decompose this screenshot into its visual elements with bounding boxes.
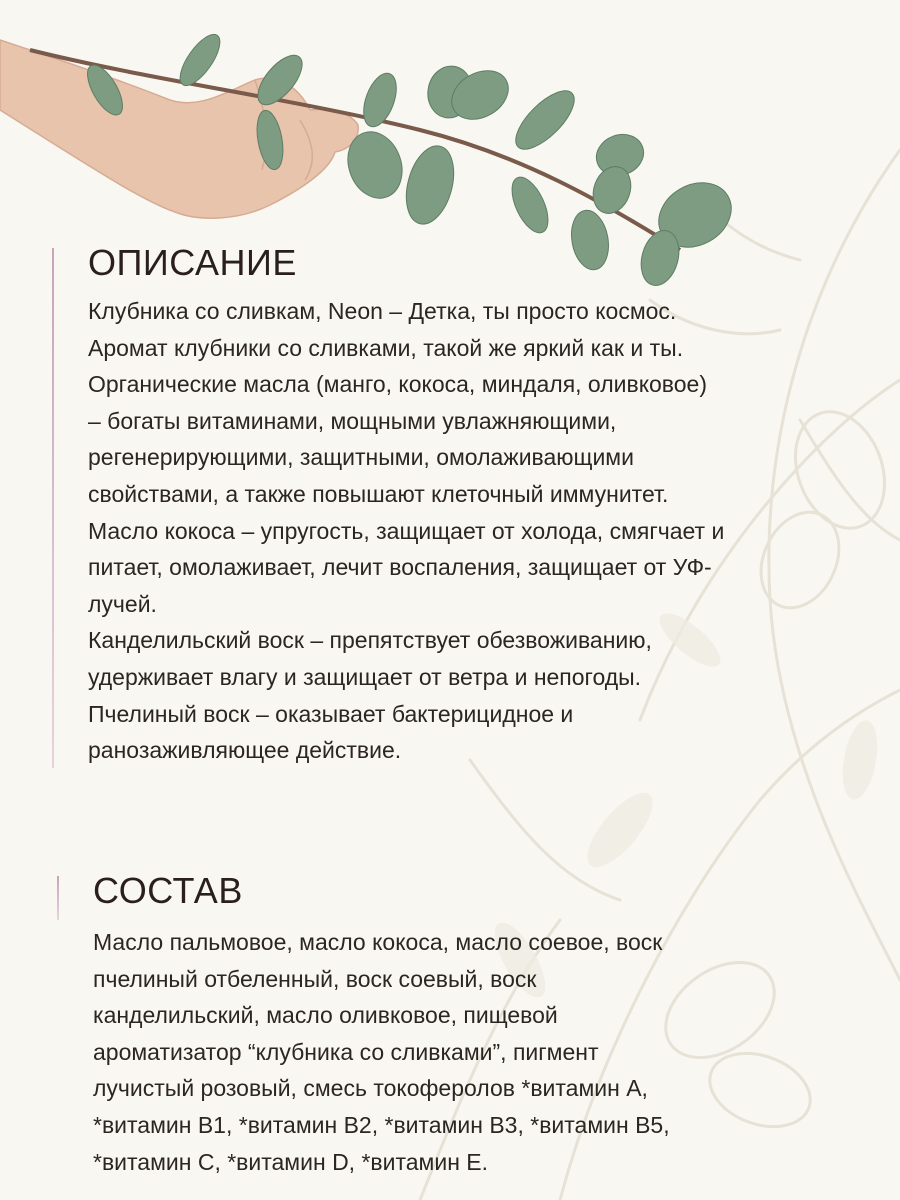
description-line: Канделильский воск – препятствует обезвоживанию, bbox=[88, 627, 652, 654]
description-line: Масло кокоса – упругость, защищает от холода, смягчает и bbox=[88, 517, 725, 544]
description-line: свойствами, а также повышают клеточный иммунитет. bbox=[88, 480, 669, 507]
composition-line: *витамин B1, *витамин B2, *витамин B3, *витамин B5, bbox=[93, 1111, 670, 1138]
composition-line: канделильский, масло оливковое, пищевой bbox=[93, 1002, 558, 1029]
description-line: Клубника со сливкам, Neon – Детка, ты просто космос. bbox=[88, 298, 677, 324]
composition-line: лучистый розовый, смесь токоферолов *витамин А, bbox=[93, 1075, 648, 1102]
description-line: лучей. bbox=[88, 590, 157, 617]
composition-line: *витамин С, *витамин D, *витамин Е. bbox=[93, 1148, 489, 1175]
description-line: Пчелиный воск – оказывает бактерицидное и bbox=[88, 700, 574, 727]
description-line: – богаты витаминами, мощными увлажняющими, bbox=[88, 407, 617, 434]
description-line: регенерирующими, защитными, омолаживающими bbox=[88, 444, 634, 471]
description-line: Аромат клубники со сливками, такой же яркий как и ты. bbox=[88, 334, 684, 361]
description-accent-bar bbox=[52, 248, 54, 768]
composition-line: Масло пальмовое, масло кокоса, масло соевое, воск bbox=[93, 929, 663, 955]
description-heading: ОПИСАНИЕ bbox=[88, 242, 297, 283]
description-line: удерживает влагу и защищает от ветра и непогоды. bbox=[88, 663, 642, 690]
description-line: ранозаживляющее действие. bbox=[88, 737, 402, 764]
description-line: питает, омолаживает, лечит воспаления, защищает от УФ- bbox=[88, 554, 712, 581]
composition-line: ароматизатор “клубника со сливками”, пигмент bbox=[93, 1038, 599, 1065]
composition-accent-bar bbox=[57, 876, 59, 920]
description-line: Органические масла (манго, кокоса, миндаля, оливковое) bbox=[88, 371, 708, 398]
composition-body bbox=[93, 924, 883, 1180]
composition-line: пчелиный отбеленный, воск соевый, воск bbox=[93, 965, 537, 992]
description-body bbox=[88, 293, 888, 769]
composition-heading: СОСТАВ bbox=[93, 870, 243, 911]
